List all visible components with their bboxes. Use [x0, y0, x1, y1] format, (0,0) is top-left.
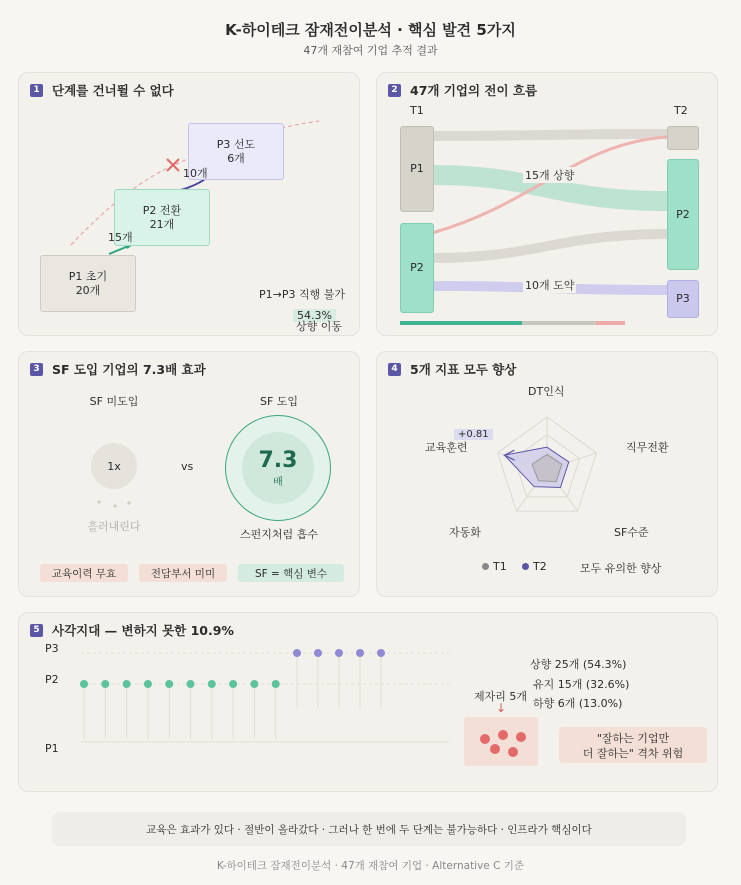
upward-pct-label: 상향 이동: [296, 320, 343, 333]
card-title: 47개 기업의 전이 흐름: [410, 83, 538, 98]
card-number: 1: [30, 84, 43, 97]
upgraded-company-dot: [80, 680, 88, 688]
axis-label-sf: SF수준: [614, 526, 649, 539]
stage-p1-box: [40, 255, 136, 312]
upgraded-company-dot: [123, 680, 131, 688]
flow-leap-label: 10개 도약: [525, 279, 575, 292]
footer-note: K-하이테크 잠재전이분석 · 47개 재참여 기업 · Alternative C 기준: [216, 860, 525, 872]
leading-company-dot: [356, 649, 364, 657]
arrow2-label: 10개: [183, 167, 208, 180]
down-arrow-icon: ↓: [496, 701, 507, 715]
node-t2-p1: [667, 126, 699, 150]
flow-up-label: 15개 상향: [525, 169, 575, 182]
card-title: 단계를 건너뛸 수 없다: [52, 83, 174, 98]
node-t2-p3: [667, 280, 699, 318]
card-header: [30, 360, 206, 378]
node-label: P3: [676, 292, 690, 305]
card-blind-spot: [18, 612, 718, 792]
no-sf-caption: 흘러내린다: [87, 520, 141, 533]
sf-label: SF 도입: [259, 395, 299, 408]
node-t1-p2: [400, 223, 434, 313]
tag-dedicated-dept: 전담부서 미미: [139, 564, 227, 582]
stage-name: P3 선도: [216, 137, 256, 151]
legend-t2-label: T2: [533, 560, 547, 573]
stage-count: 21개: [149, 217, 175, 231]
stage-name: P1 초기: [68, 269, 108, 283]
card-number: 5: [30, 624, 43, 637]
leading-company-dot: [314, 649, 322, 657]
legend-t1-dot: [482, 563, 489, 570]
bar-down: [596, 321, 625, 325]
arrow1-label: 15개: [108, 231, 133, 244]
gap-warning: [559, 727, 707, 763]
legend-t2-dot: [522, 563, 529, 570]
sf-multiplier: 7.3: [258, 447, 298, 473]
node-label: P2: [410, 261, 424, 274]
y-label-p1: P1: [45, 742, 59, 755]
sf-unit: 배: [273, 476, 283, 488]
no-direct-note: P1→P3 직행 불가: [259, 288, 345, 301]
node-label: P1: [410, 162, 424, 175]
card-title: 사각지대 — 변하지 못한 10.9%: [52, 623, 234, 638]
card-number: 4: [388, 363, 401, 376]
axis-label-dt: DT인식: [528, 385, 565, 398]
stat-stay: 유지 15개 (32.6%): [533, 678, 630, 691]
tag-sf-key: SF = 핵심 변수: [238, 564, 344, 582]
card-title: 5개 지표 모두 향상: [410, 362, 517, 377]
legend-t1-label: T1: [493, 560, 507, 573]
t1-label: T1: [410, 104, 424, 117]
no-sf-label: SF 미도입: [89, 395, 139, 408]
stat-up: 상향 25개 (54.3%): [530, 658, 627, 671]
footer-message: 교육은 효과가 있다 · 절반이 올라갔다 · 그러나 한 번에 두 단계는 불가능하다 · 인프라가 핵심이다: [52, 812, 686, 846]
upgraded-company-dot: [101, 680, 109, 688]
gap-warning-line2: 더 잘하는" 격차 위험: [582, 747, 684, 760]
page-subtitle: 47개 재참여 기업 추적 결과: [303, 44, 438, 57]
stage-name: P2 전환: [142, 203, 182, 217]
stuck-box: [464, 717, 538, 766]
card-stage-skip: [18, 72, 360, 336]
stuck-label: 제자리 5개: [474, 690, 527, 703]
flow-p1-p1: [432, 129, 667, 141]
axis-label-job: 직무전환: [626, 441, 669, 454]
transition-share-bar: [400, 321, 625, 325]
upgraded-company-dot: [272, 680, 280, 688]
upgraded-company-dot: [187, 680, 195, 688]
delta-badge: +0.81: [454, 429, 493, 440]
leading-company-dot: [293, 649, 301, 657]
no-sf-value: 1x: [107, 459, 121, 473]
upgraded-company-dot: [208, 680, 216, 688]
t2-label: T2: [674, 104, 688, 117]
upgraded-company-dot: [250, 680, 258, 688]
upgraded-company-dot: [144, 680, 152, 688]
stuck-dots: [464, 717, 538, 766]
y-label-p2: P2: [45, 673, 59, 686]
node-t1-p1: [400, 126, 434, 212]
upgraded-company-dot: [229, 680, 237, 688]
axis-label-auto: 자동화: [449, 526, 481, 539]
card-sf-effect: [18, 351, 360, 597]
lollipop-chart: [19, 613, 459, 791]
legend-t2: [522, 560, 547, 573]
flow-p2-p2: [432, 229, 667, 263]
drip-dots: [91, 498, 141, 510]
significance-note: 모두 유의한 향상: [580, 562, 662, 575]
bar-stay: [522, 321, 595, 325]
leading-company-dot: [377, 649, 385, 657]
no-sf-circle: [91, 443, 137, 489]
blocked-x-icon: [167, 159, 179, 171]
leading-company-dot: [335, 649, 343, 657]
upward-pct-badge: 54.3%: [293, 309, 336, 322]
page-title: K-하이테크 잠재전이분석 · 핵심 발견 5가지: [225, 21, 516, 39]
axis-label-edu: 교육훈련: [425, 441, 468, 454]
sf-caption: 스펀지처럼 흡수: [240, 528, 318, 541]
tag-education-history: 교육이력 무효: [40, 564, 128, 582]
card-title: SF 도입 기업의 7.3배 효과: [52, 362, 206, 377]
card-radar: [376, 351, 718, 597]
node-label: P2: [676, 207, 690, 221]
upgraded-company-dot: [165, 680, 173, 688]
stage-count: 20개: [75, 283, 101, 297]
card-number: 3: [30, 363, 43, 376]
sf-circle-inner: [242, 432, 314, 504]
y-label-p3: P3: [45, 642, 59, 655]
bar-up: [400, 321, 522, 325]
stat-down: 하향 6개 (13.0%): [533, 697, 623, 710]
card-transition-flow: [376, 72, 718, 336]
stage-count: 6개: [227, 151, 245, 165]
vs-label: vs: [181, 460, 194, 473]
legend-t1: [482, 560, 507, 573]
gap-warning-line1: "잘하는 기업만: [596, 732, 670, 745]
node-t2-p2: [667, 159, 699, 270]
card-number: 2: [388, 84, 401, 97]
